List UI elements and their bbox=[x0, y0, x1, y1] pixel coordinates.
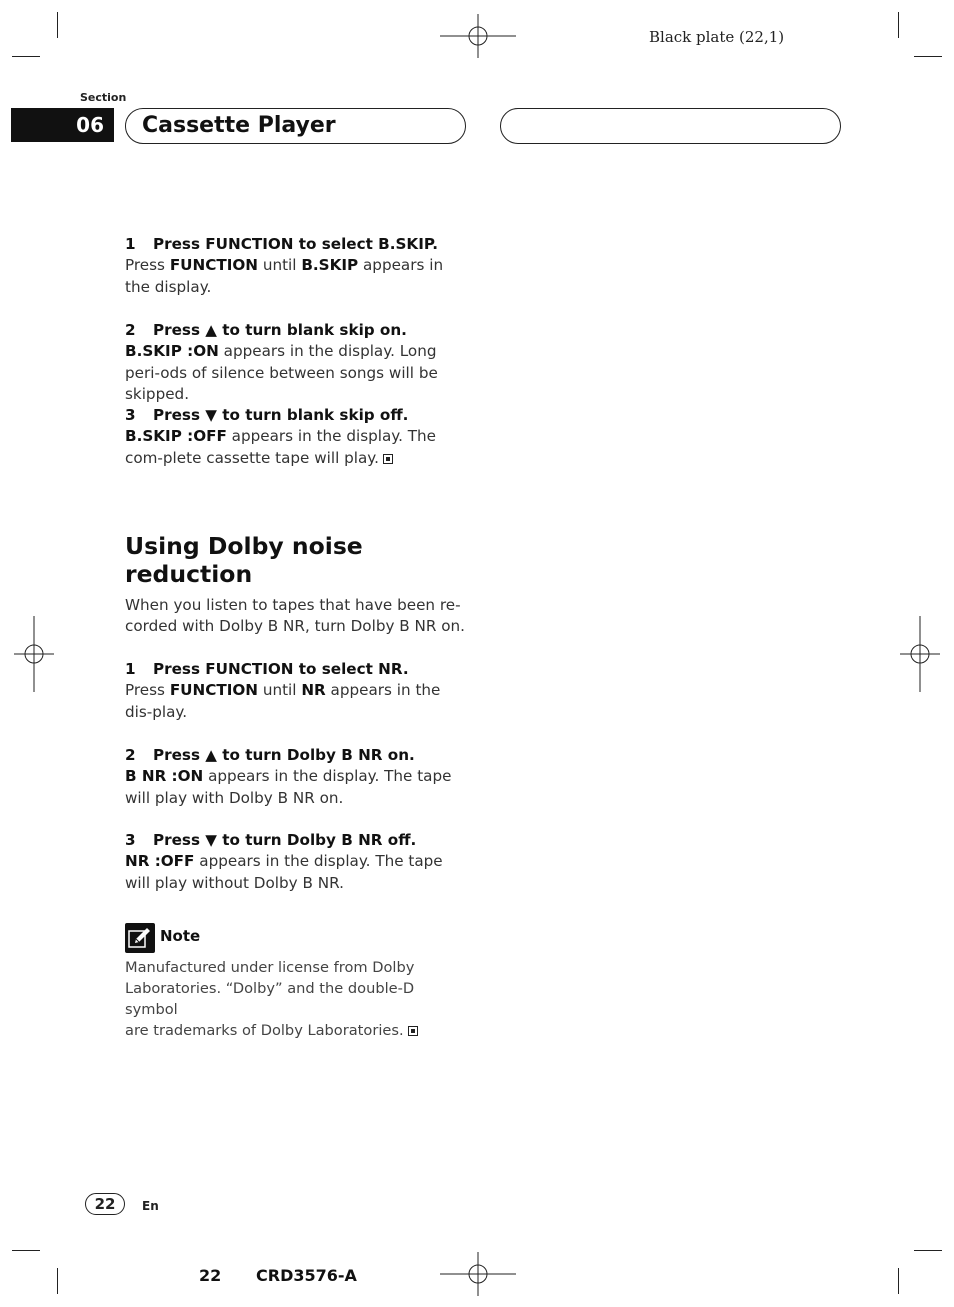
step-body bbox=[125, 426, 465, 469]
step-heading: Press ▲ to turn blank skip on. bbox=[153, 321, 407, 339]
step-body bbox=[125, 851, 465, 894]
end-mark-icon bbox=[408, 1026, 418, 1036]
dolby-step-2 bbox=[125, 745, 465, 809]
step-body bbox=[125, 766, 465, 809]
body-text: appears in the display. The com-plete cassette tape will play. bbox=[125, 427, 436, 467]
footer-page: 22 bbox=[199, 1266, 222, 1285]
step-number: 1 bbox=[125, 235, 136, 253]
step-number: 3 bbox=[125, 406, 136, 424]
body-text: until bbox=[258, 681, 302, 700]
section-title: Cassette Player bbox=[142, 113, 336, 138]
body-text: appears in the dis-play. bbox=[125, 681, 441, 721]
step-heading: Press FUNCTION to select NR. bbox=[153, 660, 409, 678]
pencil-note-icon bbox=[125, 923, 155, 953]
body-text: appears in the display. Long peri-ods of silence between songs will be skipped. bbox=[125, 342, 438, 403]
dolby-heading: Using Dolby noise reduction bbox=[125, 532, 363, 588]
crop-mark bbox=[12, 56, 40, 57]
step-body bbox=[125, 680, 465, 723]
body-text: appears in the display. The tape will play without Dolby B NR. bbox=[125, 852, 443, 892]
registration-mark-left bbox=[14, 616, 54, 692]
section-number: 06 bbox=[11, 108, 114, 142]
crop-mark bbox=[914, 1250, 942, 1251]
step-body bbox=[125, 255, 465, 298]
footer-model: CRD3576-A bbox=[256, 1266, 357, 1285]
step-body bbox=[125, 341, 465, 405]
registration-mark-top bbox=[440, 14, 516, 58]
blank-skip-step-2 bbox=[125, 320, 465, 405]
end-mark-icon bbox=[383, 454, 393, 464]
bold-term: B.SKIP bbox=[301, 256, 359, 275]
body-text: Press bbox=[125, 681, 170, 700]
crop-mark bbox=[898, 1268, 899, 1294]
section-title-box bbox=[125, 108, 466, 144]
note-text: Manufactured under license from Dolby Laboratories. “Dolby” and the double-D symbol are trademarks of Dolby Laboratories. bbox=[125, 957, 465, 1041]
body-text: until bbox=[258, 256, 302, 275]
step-heading: Press ▼ to turn Dolby B NR off. bbox=[153, 831, 417, 849]
bold-term: FUNCTION bbox=[169, 256, 259, 275]
dolby-step-1 bbox=[125, 659, 465, 723]
crop-mark bbox=[12, 1250, 40, 1251]
dolby-intro: When you listen to tapes that have been re-corded with Dolby B NR, turn Dolby B NR on. bbox=[125, 596, 466, 636]
language-label: En bbox=[142, 1199, 159, 1213]
body-text: appears in the display. The tape will play with Dolby B NR on. bbox=[125, 767, 452, 807]
bold-term: B.SKIP :OFF bbox=[125, 427, 227, 446]
step-number: 1 bbox=[125, 660, 136, 678]
bold-term: B NR :ON bbox=[125, 767, 204, 786]
registration-mark-right bbox=[900, 616, 940, 692]
step-number: 2 bbox=[125, 746, 136, 764]
step-heading: Press ▼ to turn blank skip off. bbox=[153, 406, 409, 424]
blank-skip-step-3 bbox=[125, 405, 465, 469]
registration-mark-bottom bbox=[440, 1252, 516, 1296]
step-number: 3 bbox=[125, 831, 136, 849]
bold-term: B.SKIP :ON bbox=[125, 342, 219, 361]
bold-term: FUNCTION bbox=[169, 681, 259, 700]
blank-skip-step-1 bbox=[125, 234, 465, 298]
step-heading: Press FUNCTION to select B.SKIP. bbox=[153, 235, 438, 253]
bold-term: NR :OFF bbox=[125, 852, 195, 871]
bold-term: NR bbox=[301, 681, 326, 700]
crop-mark bbox=[914, 56, 942, 57]
body-text: Press bbox=[125, 256, 170, 275]
step-number: 2 bbox=[125, 321, 136, 339]
section-label: Section bbox=[80, 91, 127, 104]
dolby-step-3 bbox=[125, 830, 465, 894]
crop-mark bbox=[898, 12, 899, 38]
page-number: 22 bbox=[85, 1193, 125, 1215]
plate-label: Black plate (22,1) bbox=[649, 28, 785, 46]
note-label: Note bbox=[160, 927, 201, 945]
body-text: appears in the display. bbox=[125, 256, 444, 296]
blank-header-box bbox=[500, 108, 841, 144]
crop-mark bbox=[57, 1268, 58, 1294]
crop-mark bbox=[57, 12, 58, 38]
step-heading: Press ▲ to turn Dolby B NR on. bbox=[153, 746, 415, 764]
